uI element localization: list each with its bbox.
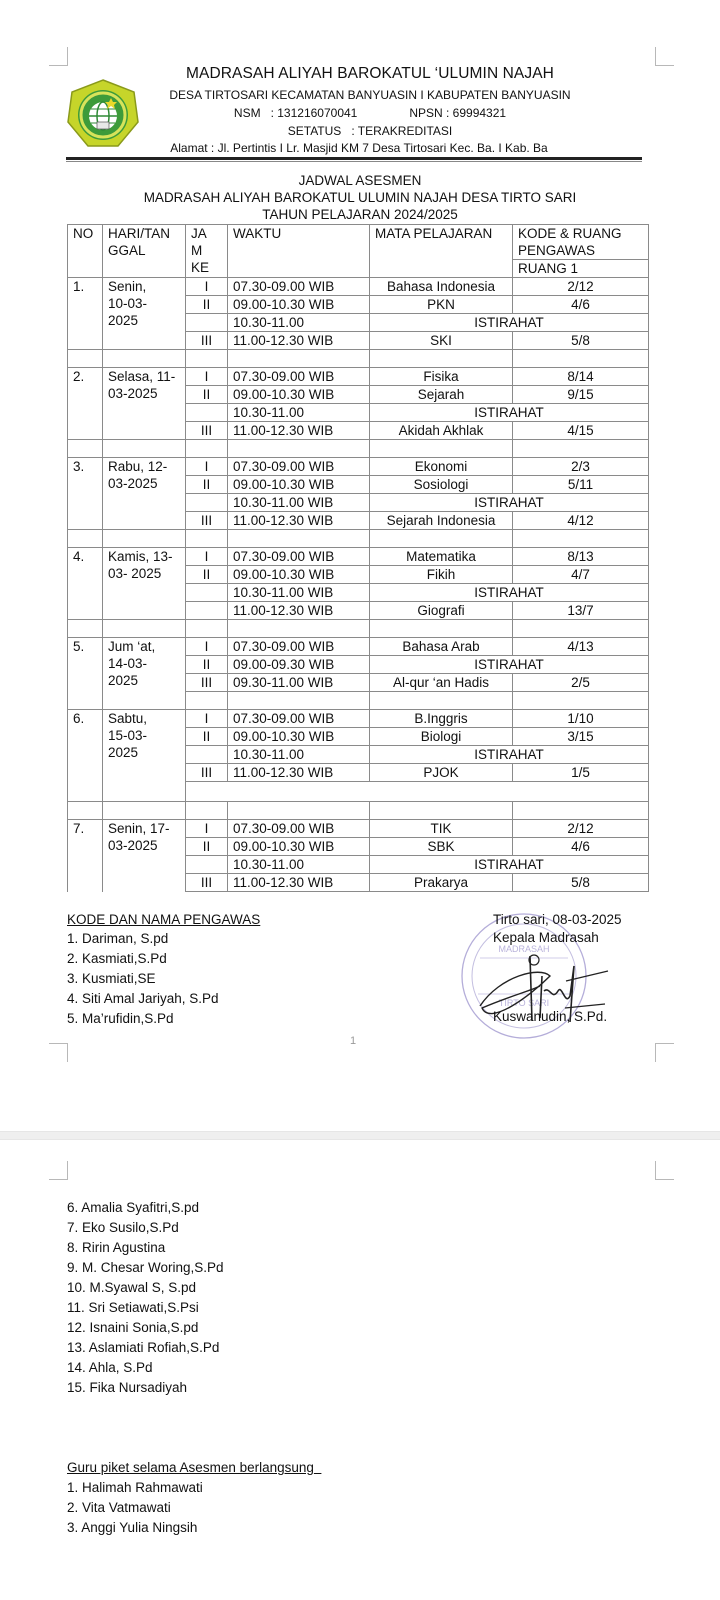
cell-time: 11.00-12.30 WIB (228, 512, 370, 530)
duty-teachers-heading (67, 1460, 321, 1475)
spacer-cell (513, 620, 649, 638)
cell-day-line: 2025 (108, 313, 139, 328)
cell-time: 09.00-10.30 WIB (228, 728, 370, 746)
cell-code: 4/7 (513, 566, 649, 584)
cell-subject: SBK (370, 838, 513, 856)
supervisor-item: 10. M.Syawal S, S.pd (67, 1280, 197, 1295)
duty-teachers-heading-text: Guru piket selama Asesmen berlangsung (67, 1460, 314, 1475)
spacer-cell (103, 350, 186, 368)
page-corner-mark (49, 1161, 68, 1180)
duty-teacher-list (67, 1478, 203, 1538)
cell-subject: Bahasa Arab (370, 638, 513, 656)
cell-day-line: 03-2025 (108, 838, 158, 853)
header-no: NO (68, 225, 103, 278)
supervisor-list (67, 929, 219, 1029)
cell-no: 1. (68, 278, 103, 350)
cell-time: 07.30-09.00 WIB (228, 820, 370, 838)
supervisor-item: 14. Ahla, S.Pd (67, 1360, 153, 1375)
header-code-line: KODE & RUANG (518, 226, 622, 241)
cell-break: ISTIRAHAT (370, 314, 649, 332)
supervisor-item: 13. Aslamiati Rofiah,S.Pd (67, 1340, 220, 1355)
cell-jam: III (186, 332, 228, 350)
spacer-cell (513, 692, 649, 710)
cell-time: 07.30-09.00 WIB (228, 710, 370, 728)
signature-name: Kuswanudin, S.Pd. (493, 1009, 608, 1024)
cell-time: 09.00-10.30 WIB (228, 296, 370, 314)
table-row (68, 548, 649, 566)
cell-break: ISTIRAHAT (370, 856, 649, 874)
school-location: DESA TIRTOSARI KECAMATAN BANYUASIN I KABUPATEN BANYUASIN (169, 88, 571, 102)
cell-time: 11.00-12.30 WIB (228, 422, 370, 440)
header-day-line: HARI/TAN (108, 226, 171, 241)
cell-jam: I (186, 820, 228, 838)
supervisor-item: 5. Ma’rufidin,S.Pd (67, 1011, 174, 1026)
spacer-row (68, 530, 649, 548)
cell-time: 10.30-11.00 (228, 404, 370, 422)
cell-code: 9/15 (513, 386, 649, 404)
cell-jam (186, 856, 228, 874)
academic-year: TAHUN PELAJARAN 2024/2025 (262, 207, 458, 222)
cell-subject: Biologi (370, 728, 513, 746)
cell-time: 09.00-10.30 WIB (228, 386, 370, 404)
cell-jam (186, 584, 228, 602)
spacer-row (68, 782, 649, 802)
cell-time: 10.30-11.00 WIB (228, 494, 370, 512)
cell-code: 1/10 (513, 710, 649, 728)
cell-no: 7. (68, 820, 103, 892)
cell-subject: Bahasa Indonesia (370, 278, 513, 296)
cell-jam (186, 602, 228, 620)
cell-code: 2/12 (513, 278, 649, 296)
letterhead-divider-thin (66, 161, 642, 162)
cell-day-line: Senin, (108, 279, 147, 294)
cell-subject: Ekonomi (370, 458, 513, 476)
cell-time: 11.00-12.30 WIB (228, 764, 370, 782)
cell-time: 10.30-11.00 (228, 856, 370, 874)
signature-position: Kepala Madrasah (493, 930, 599, 945)
duty-teacher-item: 1. Halimah Rahmawati (67, 1480, 203, 1495)
spacer-cell (513, 350, 649, 368)
cell-jam: III (186, 874, 228, 892)
spacer-cell (68, 692, 103, 710)
spacer-cell (513, 440, 649, 458)
cell-time: 10.30-11.00 (228, 746, 370, 764)
spacer-cell (186, 440, 228, 458)
spacer-row (68, 802, 649, 820)
table-row (68, 458, 649, 476)
cell-day (103, 638, 186, 692)
header-jam-line: KE (191, 260, 210, 275)
spacer-cell (103, 620, 186, 638)
table-row (68, 820, 649, 838)
cell-break: ISTIRAHAT (370, 746, 649, 764)
supervisor-item: 2. Kasmiati,S.Pd (67, 951, 167, 966)
spacer-cell (186, 350, 228, 368)
cell-code: 4/15 (513, 422, 649, 440)
cell-day-line: 15-03- (108, 728, 148, 743)
spacer-cell (370, 692, 513, 710)
cell-no: 4. (68, 548, 103, 620)
svg-text:MADRASAH: MADRASAH (498, 944, 550, 954)
spacer-cell (228, 530, 370, 548)
spacer-cell (103, 440, 186, 458)
cell-jam: I (186, 710, 228, 728)
cell-no: 3. (68, 458, 103, 530)
page-corner-mark (655, 1043, 674, 1062)
cell-jam: I (186, 368, 228, 386)
cell-time: 10.30-11.00 (228, 314, 370, 332)
table-row (68, 710, 649, 728)
spacer-cell (186, 620, 228, 638)
cell-jam (186, 494, 228, 512)
spacer-row (68, 440, 649, 458)
cell-jam: III (186, 674, 228, 692)
cell-day-line: 2025 (108, 745, 139, 760)
cell-jam (186, 746, 228, 764)
cell-subject: TIK (370, 820, 513, 838)
spacer-cell (186, 802, 228, 820)
cell-jam: III (186, 422, 228, 440)
cell-time: 09.00-10.30 WIB (228, 566, 370, 584)
spacer-cell (186, 692, 228, 710)
cell-time: 09.00-09.30 WIB (228, 656, 370, 674)
duty-teacher-item: 3. Anggi Yulia Ningsih (67, 1520, 198, 1535)
cell-day (103, 548, 186, 620)
header-code (513, 225, 649, 260)
spacer-cell (103, 692, 186, 710)
supervisor-item: 4. Siti Amal Jariyah, S.Pd (67, 991, 219, 1006)
npsn-number: NPSN : 69994321 (409, 106, 507, 120)
cell-break: ISTIRAHAT (370, 494, 649, 512)
cell-subject: Prakarya (370, 874, 513, 892)
spacer-cell (370, 350, 513, 368)
cell-code: 5/11 (513, 476, 649, 494)
spacer-cell (103, 782, 186, 802)
cell-no: 2. (68, 368, 103, 440)
header-jam (186, 225, 228, 278)
cell-day-line: 10-03- (108, 296, 148, 311)
cell-day-line: Rabu, 12- (108, 459, 168, 474)
cell-jam: I (186, 548, 228, 566)
cell-code: 4/6 (513, 838, 649, 856)
cell-day (103, 278, 186, 350)
spacer-cell (68, 782, 103, 802)
cell-jam: II (186, 296, 228, 314)
cell-day-line: 2025 (108, 673, 139, 688)
school-address: Alamat : Jl. Pertintis I Lr. Masjid KM 7 Desa Tirtosari Kec. Ba. I Kab. Ba (170, 141, 548, 155)
page-corner-mark (49, 1043, 68, 1062)
cell-day-line: Sabtu, (108, 711, 148, 726)
cell-time: 09.30-11.00 WIB (228, 674, 370, 692)
cell-subject: Akidah Akhlak (370, 422, 513, 440)
cell-subject: Giografi (370, 602, 513, 620)
cell-subject: Fikih (370, 566, 513, 584)
cell-break: ISTIRAHAT (370, 404, 649, 422)
cell-time: 09.00-10.30 WIB (228, 476, 370, 494)
supervisors-heading: KODE DAN NAMA PENGAWAS (67, 912, 261, 927)
cell-code: 4/12 (513, 512, 649, 530)
supervisor-item: 15. Fika Nursadiyah (67, 1380, 188, 1395)
cell-subject: Fisika (370, 368, 513, 386)
page-corner-mark (49, 47, 68, 66)
spacer-cell (68, 440, 103, 458)
cell-subject: Sosiologi (370, 476, 513, 494)
supervisor-item: 7. Eko Susilo,S.Pd (67, 1220, 179, 1235)
supervisor-item: 6. Amalia Syafitri,S.pd (67, 1200, 200, 1215)
spacer-cell (370, 530, 513, 548)
cell-code: 4/6 (513, 296, 649, 314)
nsm-number: NSM : 131216070041 (233, 106, 358, 120)
spacer-cell (68, 530, 103, 548)
cell-code: 2/5 (513, 674, 649, 692)
spacer-cell (68, 802, 103, 820)
spacer-cell (228, 692, 370, 710)
spacer-cell (228, 440, 370, 458)
spacer-cell (228, 620, 370, 638)
table-row (68, 638, 649, 656)
document-subtitle: MADRASAH ALIYAH BAROKATUL ULUMIN NAJAH DESA TIRTO SARI (143, 190, 577, 205)
cell-code: 8/14 (513, 368, 649, 386)
cell-day-line: 03-2025 (108, 386, 158, 401)
cell-time: 07.30-09.00 WIB (228, 638, 370, 656)
cell-jam: III (186, 764, 228, 782)
accreditation-status: SETATUS : TERAKREDITASI (287, 124, 453, 138)
cell-subject: Sejarah (370, 386, 513, 404)
table-row (68, 368, 649, 386)
cell-day-line: Kamis, 13- (108, 549, 173, 564)
cell-jam: II (186, 566, 228, 584)
header-jam-line: M (191, 243, 203, 258)
header-time: WAKTU (228, 225, 370, 278)
cell-code: 13/7 (513, 602, 649, 620)
cell-jam (186, 314, 228, 332)
spacer-row (68, 620, 649, 638)
cell-time: 11.00-12.30 WIB (228, 602, 370, 620)
header-jam-line: JA (191, 226, 207, 241)
cell-code: 3/15 (513, 728, 649, 746)
spacer-cell (370, 620, 513, 638)
supervisor-item: 3. Kusmiati,SE (67, 971, 156, 986)
spacer-cell (68, 350, 103, 368)
spacer-row (68, 350, 649, 368)
cell-no: 6. (68, 710, 103, 782)
spacer-cell (228, 802, 370, 820)
spacer-cell (103, 802, 186, 820)
cell-jam: II (186, 386, 228, 404)
page-corner-mark (655, 1161, 674, 1180)
cell-break: ISTIRAHAT (370, 656, 649, 674)
header-room: RUANG 1 (513, 260, 649, 278)
cell-day (103, 710, 186, 782)
spacer-cell (103, 530, 186, 548)
cell-time: 07.30-09.00 WIB (228, 548, 370, 566)
document-title: JADWAL ASESMEN (298, 173, 422, 188)
cell-time: 11.00-12.30 WIB (228, 332, 370, 350)
cell-jam: II (186, 656, 228, 674)
header-code-line: PENGAWAS (518, 243, 596, 258)
spacer-cell (370, 440, 513, 458)
cell-subject: PKN (370, 296, 513, 314)
supervisor-list-continued (67, 1198, 224, 1398)
cell-day (103, 368, 186, 440)
cell-code: 5/8 (513, 874, 649, 892)
school-name: MADRASAH ALIYAH BAROKATUL ‘ULUMIN NAJAH (186, 65, 554, 82)
cell-no: 5. (68, 638, 103, 692)
schedule-table (67, 224, 649, 892)
supervisor-item: 1. Dariman, S.pd (67, 931, 169, 946)
cell-subject: Matematika (370, 548, 513, 566)
cell-jam: III (186, 512, 228, 530)
supervisor-item: 11. Sri Setiawati,S.Psi (67, 1300, 199, 1315)
cell-day-line: 03-2025 (108, 476, 158, 491)
cell-time: 09.00-10.30 WIB (228, 838, 370, 856)
cell-time: 07.30-09.00 WIB (228, 278, 370, 296)
cell-code: 2/3 (513, 458, 649, 476)
table-row (68, 278, 649, 296)
spacer-row (68, 692, 649, 710)
duty-teacher-item: 2. Vita Vatmawati (67, 1500, 171, 1515)
spacer-cell (513, 530, 649, 548)
cell-subject: Sejarah Indonesia (370, 512, 513, 530)
cell-jam: I (186, 638, 228, 656)
cell-time: 10.30-11.00 WIB (228, 584, 370, 602)
cell-day-line: Jum ‘at, (108, 639, 156, 654)
cell-jam: II (186, 476, 228, 494)
spacer-cell (513, 802, 649, 820)
cell-jam: II (186, 728, 228, 746)
cell-code: 1/5 (513, 764, 649, 782)
spacer-cell (370, 802, 513, 820)
cell-code: 5/8 (513, 332, 649, 350)
header-day (103, 225, 186, 278)
spacer-cell (68, 620, 103, 638)
page-break (0, 1131, 720, 1140)
cell-code: 4/13 (513, 638, 649, 656)
letterhead-divider (66, 157, 642, 160)
cell-jam: II (186, 838, 228, 856)
supervisor-item: 9. M. Chesar Woring,S.Pd (67, 1260, 224, 1275)
signature-place-date: Tirto sari, 08-03-2025 (493, 912, 622, 927)
school-ids (10, 106, 720, 120)
cell-subject: B.Inggris (370, 710, 513, 728)
cell-day (103, 458, 186, 530)
cell-jam (186, 404, 228, 422)
cell-subject: Al-qur ‘an Hadis (370, 674, 513, 692)
supervisor-item: 8. Ririn Agustina (67, 1240, 166, 1255)
page-corner-mark (655, 47, 674, 66)
cell-subject: SKI (370, 332, 513, 350)
page-number: 1 (350, 1035, 357, 1047)
cell-code: 2/12 (513, 820, 649, 838)
cell-jam: I (186, 458, 228, 476)
spacer-cell-merged (186, 782, 649, 802)
cell-day-line: Senin, 17- (108, 821, 170, 836)
cell-day (103, 820, 186, 892)
cell-time: 07.30-09.00 WIB (228, 458, 370, 476)
spacer-cell (186, 530, 228, 548)
cell-subject: PJOK (370, 764, 513, 782)
supervisor-item: 12. Isnaini Sonia,S.pd (67, 1320, 199, 1335)
cell-break: ISTIRAHAT (370, 584, 649, 602)
cell-time: 11.00-12.30 WIB (228, 874, 370, 892)
spacer-cell (228, 350, 370, 368)
header-day-line: GGAL (108, 243, 146, 258)
cell-code: 8/13 (513, 548, 649, 566)
cell-day-line: 14-03- (108, 656, 148, 671)
cell-time: 07.30-09.00 WIB (228, 368, 370, 386)
cell-jam: I (186, 278, 228, 296)
cell-day-line: 03- 2025 (108, 566, 162, 581)
svg-text:TIRTO SARI: TIRTO SARI (498, 998, 550, 1008)
header-subject: MATA PELAJARAN (370, 225, 513, 278)
cell-day-line: Selasa, 11- (108, 369, 176, 384)
